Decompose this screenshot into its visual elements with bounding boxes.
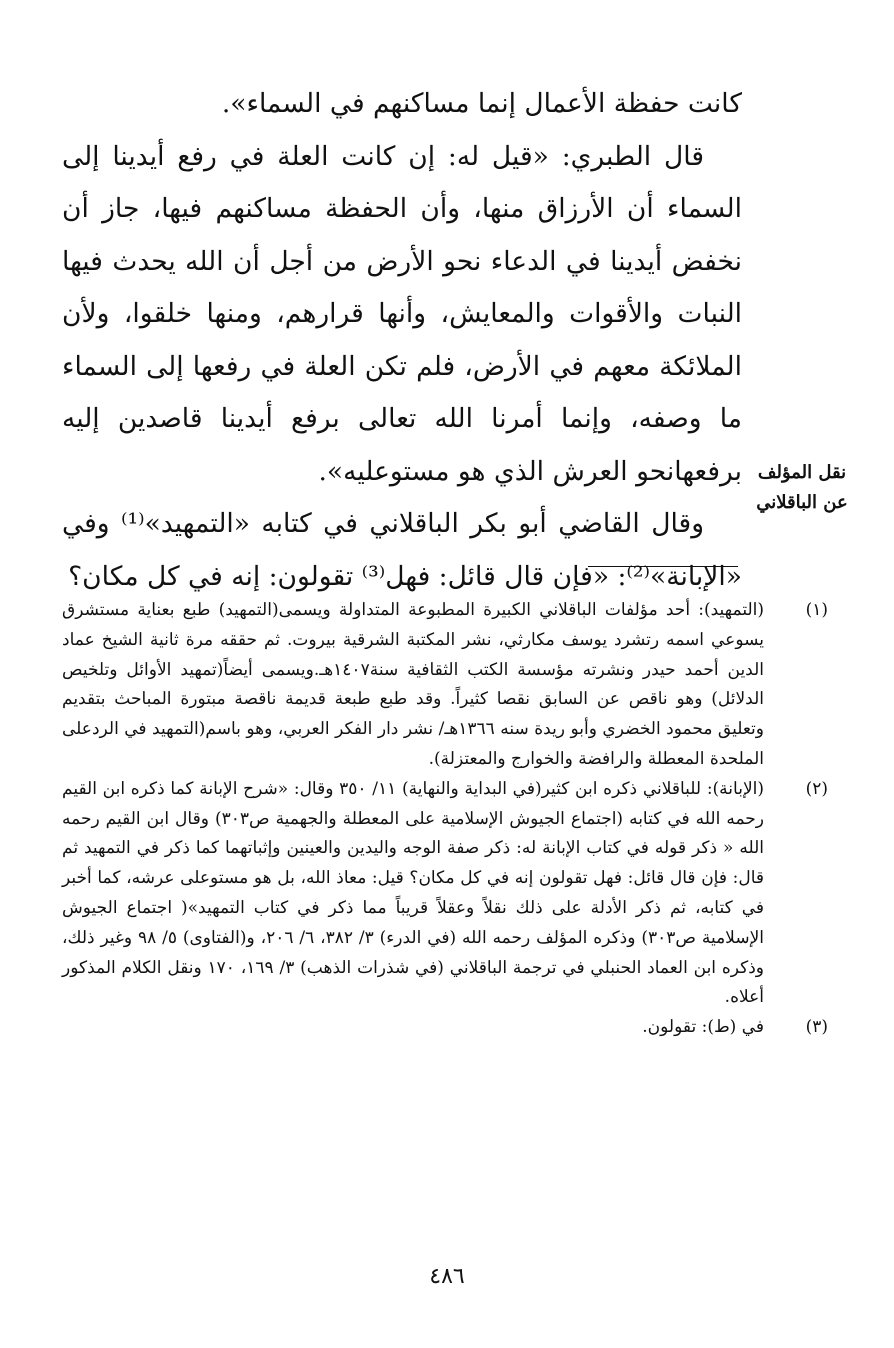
footnote-text: في (ط): تقولون. [642, 1017, 764, 1038]
page-number: ٤٨٦ [429, 1264, 465, 1289]
footnote-number: (٢) [805, 778, 828, 799]
footnote [62, 1013, 828, 1043]
footnote [62, 596, 828, 775]
margin-note [752, 458, 852, 518]
footnote-text: (الإبانة): للباقلاني ذكره ابن كثير(في البداية والنهاية) ١١/ ٣٥٠ وقال: «شرح الإبانة كما ذكره ابن القيم رحمه الله في كتابه (اجتماع الجيوش الإسلامية على المعطلة والجهمية ص٣٠٣) وقال ابن القيم رحمه الله « ذكر قوله في كتاب الإبانة له: ذكر صفة الوجه واليدين والعينين وإثباتهما كما ذكر في التمهيد ثم قال: فإن قال قائل: فهل تقولون إنه في كل مكان؟ قيل: معاذ الله، بل هو مستوعلى عرشه، كما أخبر في كتابه، ثم ذكر الأدلة على ذلك نقلاً وعقلاً قريباً مما ذكر في كتاب التمهيد»( اجتماع الجيوش الإسلامية ص٣٠٣) وذكره المؤلف رحمه الله (في الدرء) ٣/ ٣٨٢، ٦/ ٢٠٦، و(الفتاوى) ٥/ ٩٨ وغير ذلك، وذكره ابن العماد الحنبلي في ترجمة الباقلاني (في شذرات الذهب) ٣/ ١٦٩، ١٧٠ ونقل الكلام المذكور أعلاه. [62, 778, 764, 1008]
footnote-text: (التمهيد): أحد مؤلفات الباقلاني الكبيرة المطبوعة المتداولة ويسمى(التمهيد) طبع بعناية مستشرق يسوعي اسمه رتشرد يوسف مكارثي، نشر المكتبة الشرقية بيروت. ثم حققه مرة ثانية الشيخ عماد الدين أحمد حيدر ونشرته مؤسسة الكتب الثقافية سنة١٤٠٧هـ.ويسمى أيضاً(تمهيد الأوائل وتلخيص الدلائل) وهو ناقص عن السابق نقصا كثيراً. وقد طبع طبعة قديمة ناقصة مبتورة المباحث بتقديم وتعليق محمود الخضري وأبو ريدة سنه ١٣٦٦هـ/ نشر دار الفكر العربي، وهو باسم(التمهيد في الردعلى الملحدة المعطلة والرافضة والخوارج والمعتزلة). [62, 600, 765, 769]
main-paragraph: كانت حفظة الأعمال إنما مساكنهم في السماء». [221, 88, 742, 119]
margin-note-line: نقل المؤلف [757, 462, 847, 483]
margin-note-line: عن الباقلاني [756, 492, 848, 513]
footnote-number: (١) [805, 600, 828, 620]
footnote-separator [588, 566, 738, 567]
footnote [62, 775, 828, 1013]
footnote-number: (٣) [805, 1017, 828, 1038]
main-paragraph: وقال القاضي أبو بكر الباقلاني في كتابه «التمهيد»⁽¹⁾ وفي «الإبانة»⁽²⁾: «فإن قال قائل: فهل⁽³⁾ تقولون: إنه في كل مكان؟ [62, 508, 742, 592]
footnotes [62, 596, 828, 1043]
main-paragraph: قال الطبري: «قيل له: إن كانت العلة في رفع أيدينا إلى السماء أن الأرزاق منها، وأن الحفظة مساكنهم فيها، جاز أن نخفض أيدينا في الدعاء نحو الأرض من أجل أن الله يحدث فيها النبات والأقوات والمعايش، وأنها قرارهم، ومنها خلقوا، ولأن الملائكة معهم في الأرض، فلم تكن العلة في رفعها إلى السماء ما وصفه، وإنما أمرنا الله تعالى برفع أيدينا قاصدين إليه برفعهانحو العرش الذي هو مستوعليه». [62, 140, 742, 487]
main-text [62, 78, 742, 603]
